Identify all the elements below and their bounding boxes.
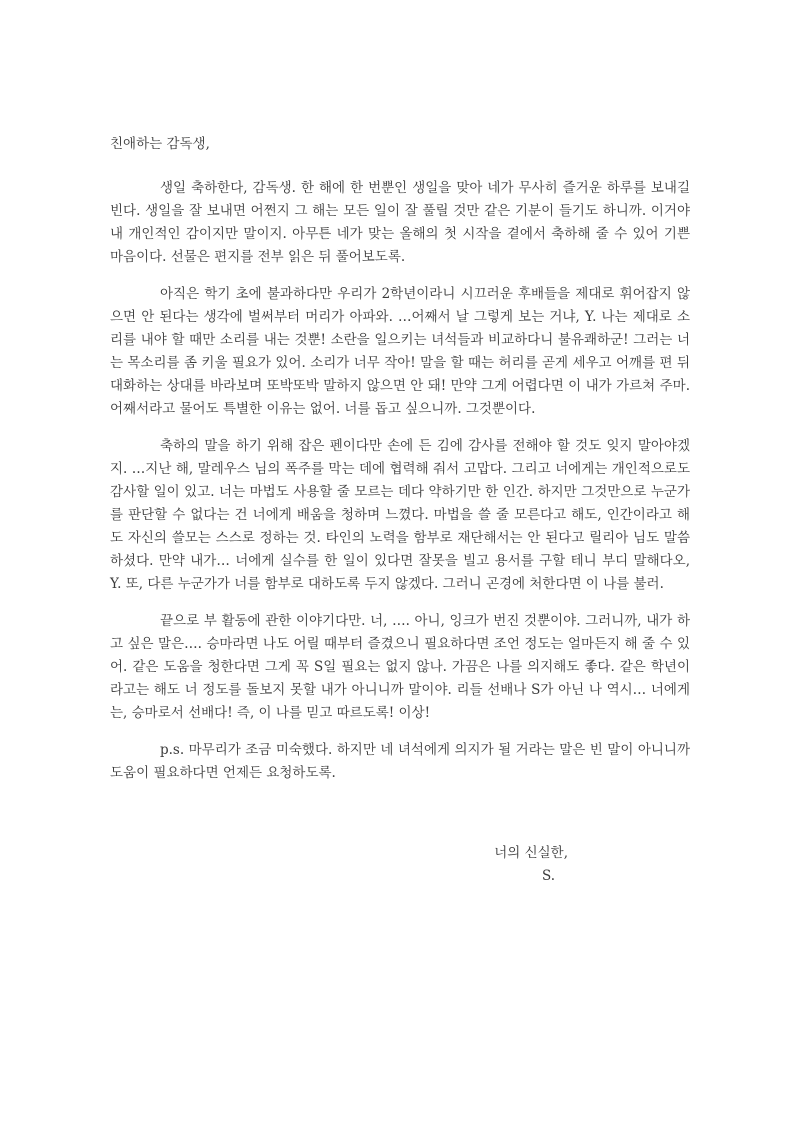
letter-body <box>110 133 690 888</box>
paragraph-school-term: 아직은 학기 초에 불과하다만 우리가 2학년이라니 시끄러운 후배들을 제대로 휘어잡지 않으면 안 된다는 생각에 벌써부터 머리가 아파와. …어째서 날 그렇게 보는 거냐, Y. 나는 제대로 소리를 내야 할 때만 소리를 내는 것뿐! 소란을 일으키는 녀석들과 비교하다니 불유쾌하군! 그러는 너는 목소리를 좀 키울 필요가 있어. 소리가 너무 작아! 말을 할 때는 허리를 곧게 세우고 어깨를 편 뒤 대화하는 상대를 바라보며 또박또박 말하지 않으면 안 돼! 만약 그게 어렵다면 이 내가 가르쳐 주마. 어째서라고 물어도 특별한 이유는 없어. 너를 돕고 싶으니까. 그것뿐이다. <box>110 286 690 417</box>
paragraph-gratitude: 축하의 말을 하기 위해 잡은 펜이다만 손에 든 김에 감사를 전해야 할 것도 잊지 말아야겠지. …지난 해, 말레우스 님의 폭주를 막는 데에 협력해 줘서 고맙다. 그리고 너에게는 개인적으로도 감사할 일이 있고. 너는 마법도 사용할 줄 모르는 데다 약하기만 한 인간. 하지만 그것만으로 누군가를 판단할 수 없다는 건 너에게 배움을 청하며 느꼈다. 마법을 쓸 줄 모른다고 해도, 인간이라고 해도 자신의 쓸모는 스스로 정하는 것. 타인의 노력을 함부로 재단해서는 안 된다고 릴리아 님도 말씀하셨다. 만약 내가… 너에게 실수를 한 일이 있다면 잘못을 빌고 용서를 구할 테니 부디 말해다오, Y. 또, 다른 누군가가 너를 함부로 대하도록 두지 않겠다. 그러니 곤경에 처한다면 이 나를 불러. <box>110 438 690 592</box>
paragraph-club-activity: 끝으로 부 활동에 관한 이야기다만. 너, …. 아니, 잉크가 번진 것뿐이야. 그러니까, 내가 하고 싶은 말은…. 승마라면 나도 어릴 때부터 즐겼으니 필요하다면 조언 정도는 얼마든지 해 줄 수 있어. 같은 도움을 청한다면 그게 꼭 S일 필요는 없지 않나. 가끔은 나를 의지해도 좋다. 같은 학년이라고는 해도 너 정도를 돌보지 못할 내가 아니니까 말이야. 리들 선배나 S가 아닌 나 역시… 너에게는, 승마로서 선배다! 즉, 이 나를 믿고 따르도록! 이상! <box>110 613 690 721</box>
closing-phrase: 너의 신실한, <box>494 845 568 861</box>
closing-block <box>110 842 690 888</box>
signature: S. <box>541 868 555 884</box>
greeting: 친애하는 감독생, <box>110 136 210 152</box>
paragraph-birthday-wishes: 생일 축하한다, 감독생. 한 해에 한 번뿐인 생일을 맞아 네가 무사히 즐거운 하루를 보내길 빈다. 생일을 잘 보내면 어쩐지 그 해는 모든 일이 잘 풀릴 것만 같은 기분이 들기도 하니까. 이거야 내 개인적인 감이지만 말이지. 아무튼 네가 맞는 올해의 첫 시작을 곁에서 축하해 줄 수 있어 기쁜 마음이다. 선물은 편지를 전부 읽은 뒤 풀어보도록. <box>110 180 690 265</box>
postscript: p.s. 마무리가 조금 미숙했다. 하지만 네 녀석에게 의지가 될 거라는 말은 빈 말이 아니니까 도움이 필요하다면 언제든 요청하도록. <box>110 742 690 781</box>
